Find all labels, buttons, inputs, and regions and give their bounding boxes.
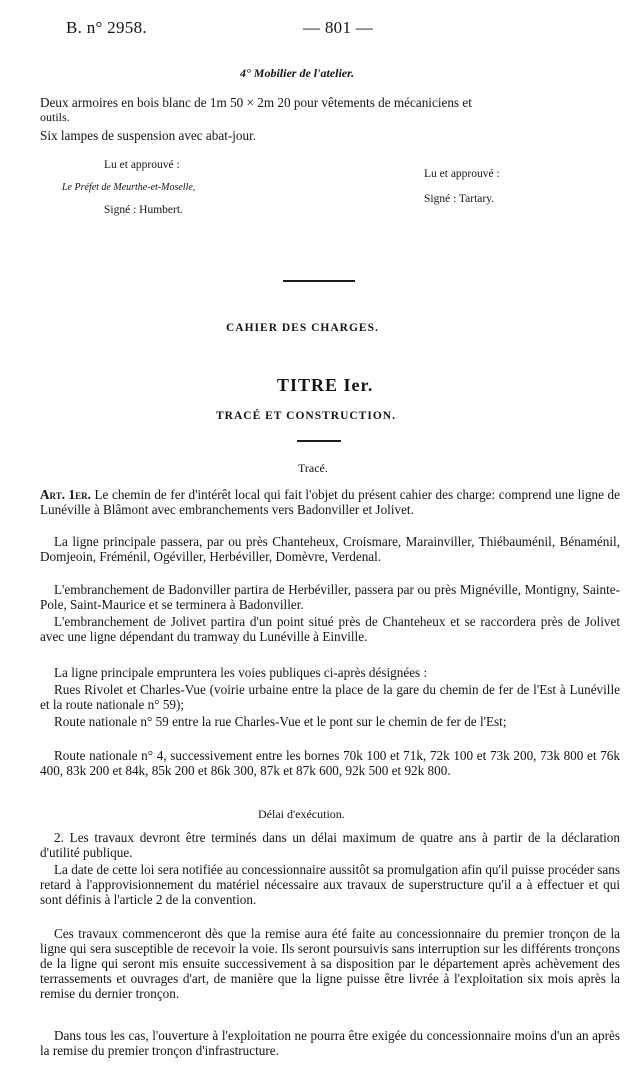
titre-heading: TITRE Ier. [277, 375, 374, 395]
left-prefect-title: Le Préfet de Meurthe-et-Moselle, [62, 182, 196, 193]
section-heading-mobilier: 4° Mobilier de l'atelier. [240, 66, 355, 80]
right-approved-label: Lu et approuvé : [424, 168, 500, 180]
trace-para-4: L'embranchement de Jolivet partira d'un point situé près de Chanteheux et se raccordera près de Jolivet avec une ligne dépendant du tramway du Lunéville à Einville. [40, 614, 620, 644]
article-1-text: Le chemin de fer d'intérêt local qui fait l'objet du présent cahier des charge: comprend une ligne de Lunéville à Blâmont avec embranchements vers Badonviller et Jolivet. [40, 487, 620, 517]
delai-para-3: Ces travaux commenceront dès que la remise aura été faite au concessionnaire du premier tronçon de la ligne qui sera susceptible de recevoir la voie. Ils seront poursuivis sans interruption sur les différents tronçons de la ligne qui seront mis ensuite successivement à sa disposition par le département après achèvement des terrassements et ouvrages d'art, de manière que la ligne puisse être livrée à l'exploitation six mois après la remise du dernier tronçon. [40, 926, 620, 1001]
article-1 [40, 487, 620, 517]
article-1-lead: Art. 1er. [40, 487, 91, 502]
page-number: — 801 — [303, 18, 374, 37]
trace-para-3: L'embranchement de Badonviller partira de Herbéviller, passera par ou près Mignéville, Montigny, Sainte-Pole, Saint-Maurice et se terminera à Badonviller. [40, 582, 620, 612]
mobilier-line-3: Six lampes de suspension avec abat-jour. [40, 128, 257, 143]
delai-para-1: 2. Les travaux devront être terminés dans un délai maximum de quatre ans à partir de la déclaration d'utilité publique. [40, 830, 620, 860]
bulletin-reference: B. n° 2958. [66, 18, 147, 37]
right-signature: Signé : Tartary. [424, 193, 495, 205]
title-rule [297, 440, 341, 442]
trace-heading: Tracé. [298, 461, 328, 475]
delai-heading: Délai d'exécution. [258, 807, 345, 821]
mobilier-line-1: Deux armoires en bois blanc de 1m 50 × 2m 20 pour vêtements de mécaniciens et [40, 95, 472, 110]
mobilier-line-2: outils. [40, 110, 70, 124]
delai-para-4: Dans tous les cas, l'ouverture à l'exploitation ne pourra être exigée du concessionnaire moins d'un an après la remise du premier tronçon d'infrastructure. [40, 1028, 620, 1058]
titre-subtitle: TRACÉ ET CONSTRUCTION. [216, 410, 396, 422]
trace-para-8: Route nationale n° 4, successivement entre les bornes 70k 100 et 71k, 72k 100 et 73k 200, 73k 800 et 76k 400, 83k 200 et 84k, 85k 200 et 86k 300, 87k et 87k 600, 92k 500 et 92k 800. [40, 748, 620, 778]
delai-para-2: La date de cette loi sera notifiée au concessionnaire aussitôt sa promulgation afin qu'il puisse procéder sans retard à l'approvisionnement du matériel nécessaire aux travaux de superstructure qu'il a à effectuer et qui sont définis à l'article 2 de la convention. [40, 862, 620, 907]
trace-para-5: La ligne principale empruntera les voies publiques ci-après désignées : [54, 665, 428, 680]
left-signature: Signé : Humbert. [104, 204, 183, 216]
trace-para-7: Route nationale n° 59 entre la rue Charles-Vue et le pont sur le chemin de fer de l'Est; [54, 714, 507, 729]
trace-para-2: La ligne principale passera, par ou près Chanteheux, Croismare, Marainviller, Thiébauménil, Bénaménil, Domjeoin, Fréménil, Ogéviller, Herbéviller, Domèvre, Verdenal. [40, 534, 620, 564]
trace-para-6: Rues Rivolet et Charles-Vue (voirie urbaine entre la place de la gare du chemin de fer de l'Est à Lunéville et la route nationale n° 59); [40, 682, 620, 712]
left-approved-label: Lu et approuvé : [104, 159, 180, 171]
cahier-title: CAHIER DES CHARGES. [226, 322, 379, 334]
separator-rule [283, 280, 355, 282]
